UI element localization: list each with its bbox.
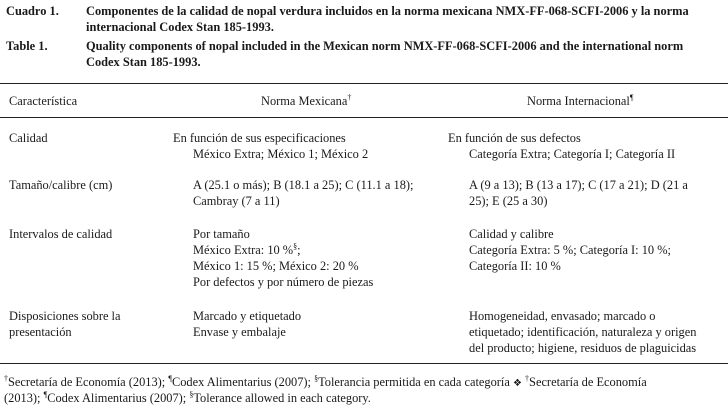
table-header-rule [0,117,728,118]
international-cell-line: del producto; higiene, residuos de plaguicidas [469,341,697,355]
caption-spanish-label: Cuadro 1. [6,4,59,18]
caption-spanish-line-2: internacional Codex Stan 185-1993. [86,19,274,34]
mexican-cell-line: México Extra; México 1; México 2 [193,147,369,161]
pilcrow-mark: ¶ [43,390,48,399]
international-cell-line: 25); E (25 a 30) [469,194,548,208]
column-header-mexican-norm [261,94,351,110]
dagger-mark: † [347,93,352,102]
international-cell-line: A (9 a 13); B (13 a 17); C (17 a 21); D (21 a [469,178,688,192]
section-mark: § [314,374,319,383]
international-cell-line: Homogeneidad, envasado; marcado o [469,309,656,323]
footnote-text: Tolerancia permitida en cada categoría [318,375,513,389]
diamond-separator-icon: ❖ [512,378,522,389]
column-header-international-norm [527,94,634,110]
mexican-cell-line: México 1: 15 %; México 2: 20 % [193,259,359,273]
international-cell-line: En función de sus defectos [448,131,581,145]
mexican-cell-line [193,243,301,259]
row-label: Intervalos de calidad [9,227,113,241]
caption-english-line-1: Quality components of nopal included in the Mexican norm NMX-FF-068-SCFI-2006 and the international norm [86,39,684,53]
international-cell-line: Categoría II: 10 % [469,259,561,273]
international-cell-line: Categoría Extra: 5 %; Categoría I: 10 %; [469,243,671,257]
international-cell-line: Categoría Extra; Categoría I; Categoría II [469,147,676,161]
caption-english-line-2: Codex Stan 185-1993. [86,54,201,69]
row-label: Tamaño/calibre (cm) [9,178,113,192]
footnote-text: Codex Alimentarius (2007); [171,375,315,389]
table-top-rule [0,83,728,84]
row-label: Disposiciones sobre la [9,309,121,323]
mexican-cell-line: Cambray (7 a 11) [193,194,280,208]
column-header-international-norm-label: Norma Internacional [527,94,630,108]
caption-english-label: Table 1. [6,39,48,53]
mexican-cell-line: En función de sus especificaciones [173,131,346,145]
dagger-mark: † [4,374,8,383]
row-label: Calidad [9,131,48,145]
section-mark: § [189,390,194,399]
dagger-mark: † [525,374,530,383]
caption-spanish-line-1: Componentes de la calidad de nopal verdura incluidos en la norma mexicana NMX-FF-068-SCFI-2006 y la norma [86,4,689,18]
mexican-cell-line: Por defectos y por número de piezas [193,275,374,289]
mexican-cell-line: Envase y embalaje [193,325,286,339]
footnote-text: Secretaría de Economía (2013); [8,375,169,389]
international-cell-line: Calidad y calibre [469,227,554,241]
section-mark: § [293,242,298,251]
mexican-cell-line: Marcado y etiquetado [193,309,302,323]
footnote-text: Secretaría de Economía [529,375,647,389]
international-cell-line: etiquetado; identificación, naturaleza y origen [469,325,697,339]
pilcrow-mark: ¶ [629,93,634,102]
footnote-line-1 [4,375,647,392]
footnote-text: Tolerance allowed in each category. [193,391,371,405]
row-label: presentación [9,325,72,339]
mexican-cell-text: ; [297,243,301,257]
column-header-mexican-norm-label: Norma Mexicana [261,94,348,108]
pilcrow-mark: ¶ [168,374,172,383]
column-header-characteristic: Característica [9,94,78,108]
table-bottom-rule [0,363,728,364]
footnote-text: (2013); [4,391,44,405]
mexican-cell-line: A (25.1 o más); B (18.1 a 25); C (11.1 a 18); [193,178,414,192]
footnote-text: Codex Alimentarius (2007); [47,391,190,405]
mexican-cell-text: México Extra: 10 % [193,243,294,257]
mexican-cell-line: Por tamaño [193,227,250,241]
footnote-line-2 [4,391,371,407]
